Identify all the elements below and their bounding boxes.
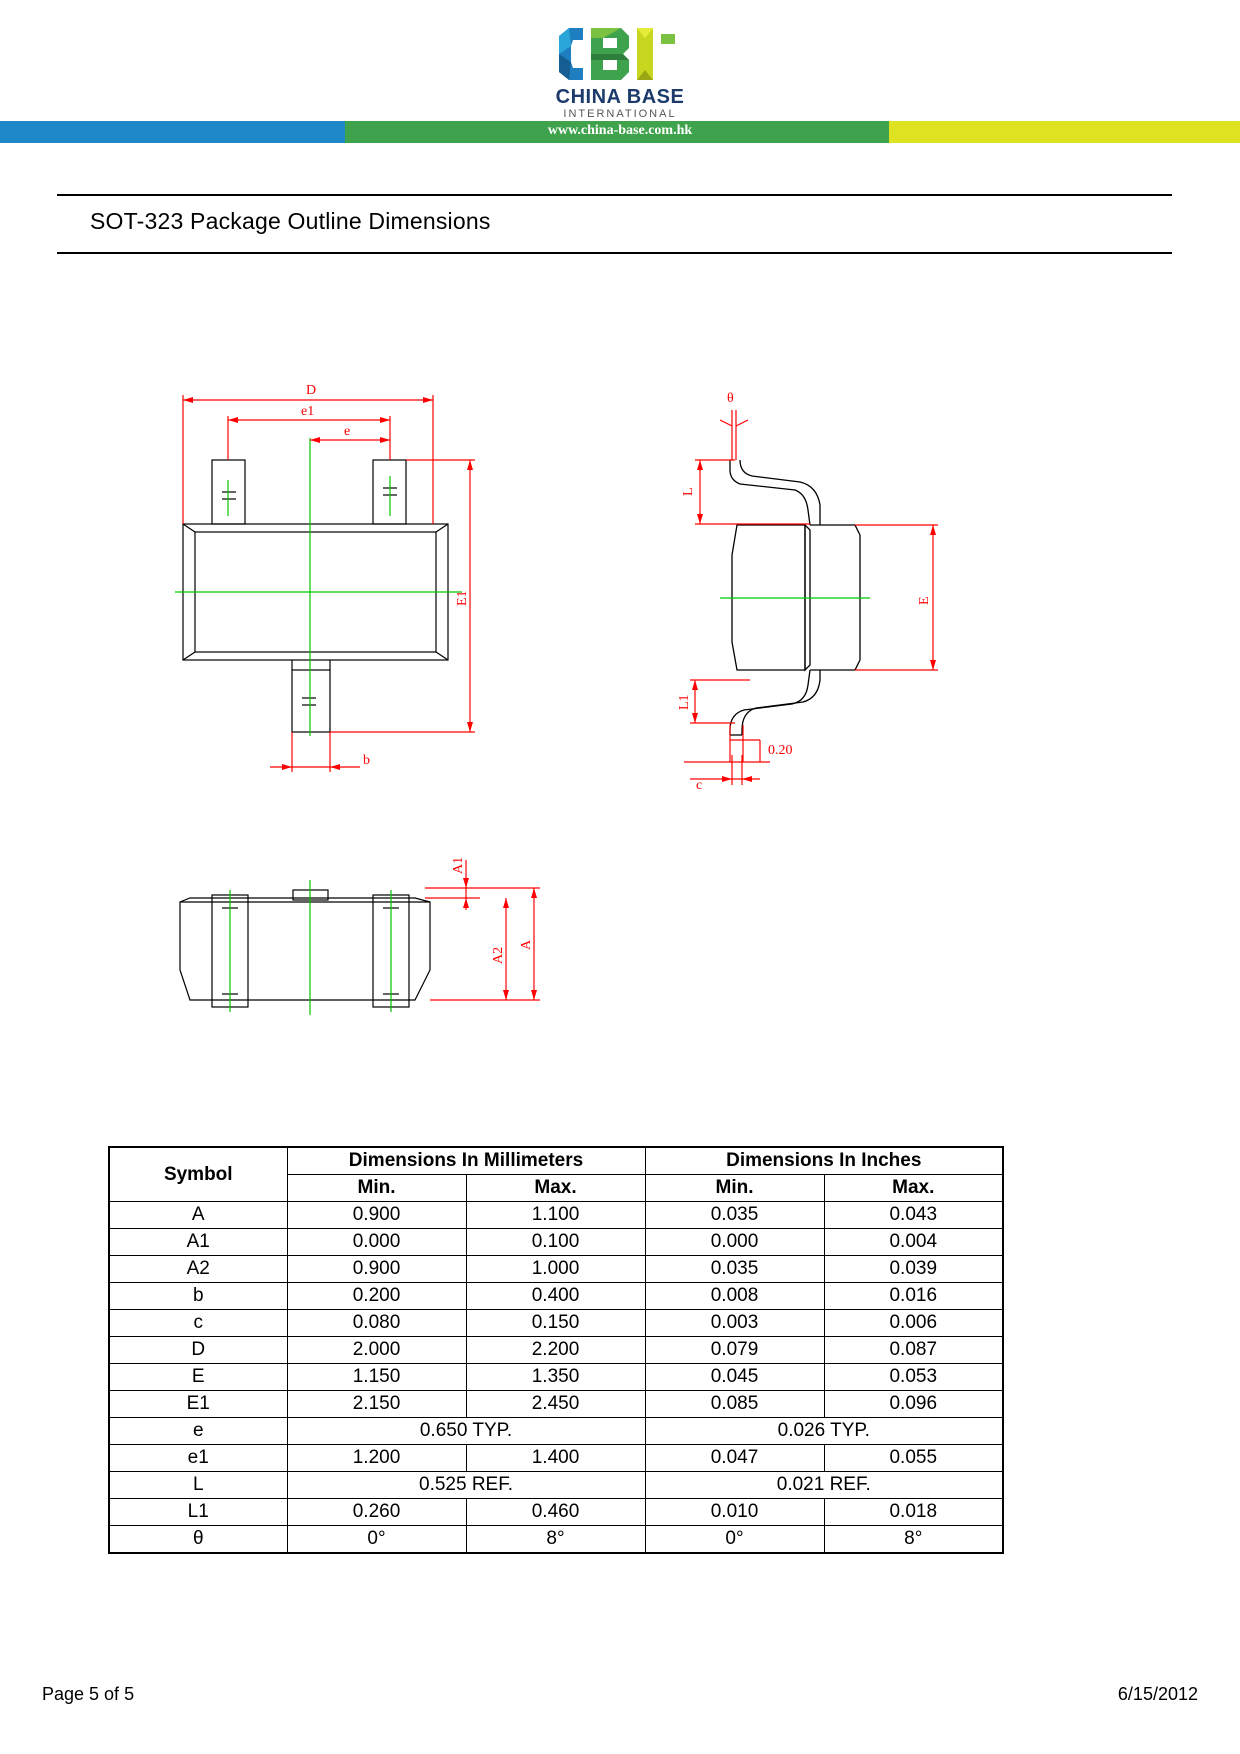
cell-in-min: 0.003 (645, 1310, 824, 1337)
title-rule-bottom (57, 252, 1172, 254)
company-logo (555, 24, 685, 84)
table-row (109, 1256, 1003, 1283)
table-row (109, 1526, 1003, 1554)
cell-symbol: E (109, 1364, 287, 1391)
cell-mm-max: 1.000 (466, 1256, 645, 1283)
cell-mm-max: 0.460 (466, 1499, 645, 1526)
table-row (109, 1499, 1003, 1526)
cell-mm-typ: 0.650 TYP. (287, 1418, 645, 1445)
cell-mm-min: 0.080 (287, 1310, 466, 1337)
cell-symbol: D (109, 1337, 287, 1364)
cell-in-min: 0.000 (645, 1229, 824, 1256)
cell-mm-typ: 0.525 REF. (287, 1472, 645, 1499)
table-row (109, 1445, 1003, 1472)
cell-symbol: b (109, 1283, 287, 1310)
cell-symbol: c (109, 1310, 287, 1337)
top-view-drawing (170, 380, 500, 780)
dim-label-b: b (363, 753, 370, 768)
dim-label-L1: L1 (677, 694, 692, 710)
dimensions-table (108, 1146, 1004, 1554)
cell-mm-min: 0.900 (287, 1256, 466, 1283)
page-title: SOT-323 Package Outline Dimensions (90, 208, 491, 234)
cell-symbol: A2 (109, 1256, 287, 1283)
header-mm-max: Max. (466, 1175, 645, 1202)
table-row (109, 1202, 1003, 1229)
cell-in-max: 0.016 (824, 1283, 1003, 1310)
cell-mm-min: 0° (287, 1526, 466, 1554)
dim-label-A2: A2 (491, 946, 506, 964)
header-in-min: Min. (645, 1175, 824, 1202)
dim-label-E: E (917, 596, 932, 605)
cell-in-max: 0.053 (824, 1364, 1003, 1391)
cell-in-min: 0.035 (645, 1202, 824, 1229)
cell-mm-min: 1.150 (287, 1364, 466, 1391)
cell-mm-max: 1.100 (466, 1202, 645, 1229)
page-number: Page 5 of 5 (42, 1684, 135, 1704)
cell-mm-max: 1.400 (466, 1445, 645, 1472)
dimensions-table-body (109, 1202, 1003, 1554)
cell-symbol: E1 (109, 1391, 287, 1418)
dim-label-theta: θ (727, 391, 734, 406)
cell-in-min: 0.079 (645, 1337, 824, 1364)
cell-mm-min: 0.260 (287, 1499, 466, 1526)
cell-in-max: 0.004 (824, 1229, 1003, 1256)
cell-symbol: e1 (109, 1445, 287, 1472)
header-mm: Dimensions In Millimeters (287, 1147, 645, 1175)
cell-in-max: 0.043 (824, 1202, 1003, 1229)
cell-mm-min: 0.200 (287, 1283, 466, 1310)
cell-mm-min: 0.000 (287, 1229, 466, 1256)
cell-mm-min: 1.200 (287, 1445, 466, 1472)
table-row (109, 1337, 1003, 1364)
dim-label-A: A (519, 939, 534, 950)
cell-in-max: 0.055 (824, 1445, 1003, 1472)
cell-mm-max: 0.150 (466, 1310, 645, 1337)
cell-mm-max: 0.100 (466, 1229, 645, 1256)
table-row (109, 1364, 1003, 1391)
cell-in-typ: 0.026 TYP. (645, 1418, 1003, 1445)
cell-symbol: A (109, 1202, 287, 1229)
header-mm-min: Min. (287, 1175, 466, 1202)
dim-label-e: e (344, 424, 351, 439)
cell-mm-max: 2.450 (466, 1391, 645, 1418)
cell-symbol: θ (109, 1526, 287, 1554)
dim-label-c: c (696, 778, 703, 793)
cell-mm-max: 2.200 (466, 1337, 645, 1364)
cell-symbol: L1 (109, 1499, 287, 1526)
table-row (109, 1418, 1003, 1445)
cell-in-typ: 0.021 REF. (645, 1472, 1003, 1499)
cell-in-max: 0.039 (824, 1256, 1003, 1283)
table-row (109, 1310, 1003, 1337)
cell-in-min: 0.047 (645, 1445, 824, 1472)
dim-label-A1: A1 (451, 856, 466, 874)
cell-in-max: 0.087 (824, 1337, 1003, 1364)
website-url[interactable]: www.china-base.com.hk (547, 123, 693, 138)
cell-in-max: 0.006 (824, 1310, 1003, 1337)
table-row (109, 1391, 1003, 1418)
cell-in-min: 0.045 (645, 1364, 824, 1391)
cell-in-min: 0.010 (645, 1499, 824, 1526)
cell-mm-min: 2.150 (287, 1391, 466, 1418)
header-in-max: Max. (824, 1175, 1003, 1202)
cell-symbol: L (109, 1472, 287, 1499)
side-view-drawing (660, 380, 950, 800)
front-view-drawing (170, 840, 550, 1020)
table-row (109, 1229, 1003, 1256)
dim-label-gauge: 0.20 (768, 743, 793, 758)
cell-in-min: 0.008 (645, 1283, 824, 1310)
cell-in-min: 0.085 (645, 1391, 824, 1418)
company-subtitle: INTERNATIONAL (563, 108, 677, 120)
dim-label-E1: E1 (455, 590, 470, 606)
document-date: 6/15/2012 (1117, 1684, 1198, 1704)
cell-mm-min: 0.900 (287, 1202, 466, 1229)
cell-in-max: 0.018 (824, 1499, 1003, 1526)
cell-in-min: 0.035 (645, 1256, 824, 1283)
cell-in-min: 0° (645, 1526, 824, 1554)
header-symbol: Symbol (109, 1147, 287, 1202)
cell-symbol: A1 (109, 1229, 287, 1256)
company-name: CHINA BASE (555, 86, 685, 108)
cell-in-max: 0.096 (824, 1391, 1003, 1418)
cell-in-max: 8° (824, 1526, 1003, 1554)
table-row (109, 1472, 1003, 1499)
dim-label-L: L (681, 487, 696, 496)
header-inches: Dimensions In Inches (645, 1147, 1003, 1175)
cell-mm-max: 8° (466, 1526, 645, 1554)
cell-symbol: e (109, 1418, 287, 1445)
cell-mm-min: 2.000 (287, 1337, 466, 1364)
dim-label-D: D (306, 383, 317, 398)
cell-mm-max: 1.350 (466, 1364, 645, 1391)
title-rule-top (57, 194, 1172, 196)
cell-mm-max: 0.400 (466, 1283, 645, 1310)
table-row (109, 1283, 1003, 1310)
dim-label-e1: e1 (301, 404, 315, 419)
